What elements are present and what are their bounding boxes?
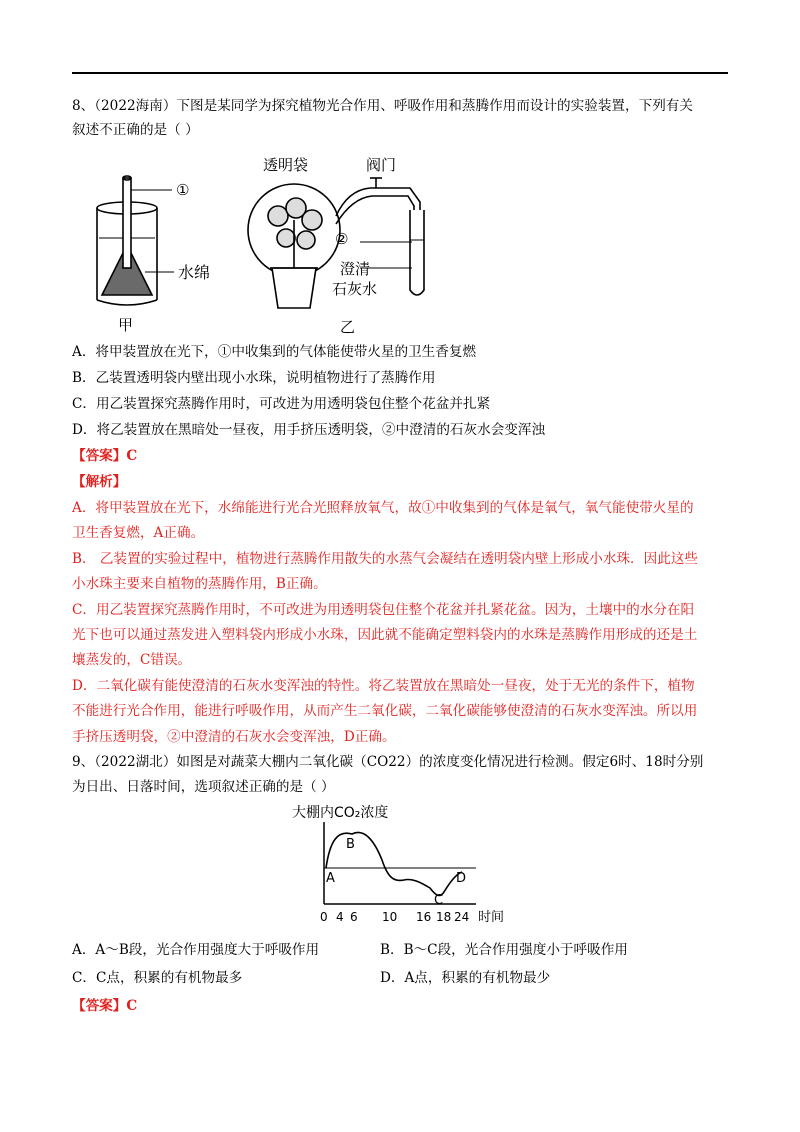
q8-option-b: B．乙装置透明袋内壁出现小水珠，说明植物进行了蒸腾作用 <box>72 370 436 386</box>
label-lime1: 澄清 <box>340 260 371 278</box>
label-valve: 阀门 <box>366 156 397 174</box>
label-lime2: 石灰水 <box>332 280 378 298</box>
q9-answer: 【答案】C <box>72 998 138 1014</box>
label-yi: 乙 <box>340 318 356 336</box>
q9-co2-chart <box>290 800 520 930</box>
label-jia: 甲 <box>118 316 134 334</box>
analysis-line: D．二氧化碳有能使澄清的石灰水变浑浊的特性。将乙装置放在黑暗处一昼夜，处于无光的条件下，植物 <box>72 678 695 694</box>
point-d-label: D <box>456 871 467 886</box>
analysis-line: 卫生香复燃，A正确。 <box>72 525 205 541</box>
q9-option-a: A．A～B段，光合作用强度大于呼吸作用 <box>72 942 320 958</box>
label-1: ① <box>176 181 190 199</box>
q9-option-c: C．C点，积累的有机物最多 <box>72 970 243 986</box>
q8-analysis-title: 【解析】 <box>72 474 127 490</box>
point-b-label: B <box>346 837 355 852</box>
q9-option-b: B．B～C段，光合作用强度小于呼吸作用 <box>380 942 628 958</box>
tick-24: 24 <box>454 910 470 924</box>
q9-option-d: D．A点，积累的有机物最少 <box>380 970 551 986</box>
analysis-line: 不能进行光合作用，能进行呼吸作用，从而产生二氧化碳，二氧化碳能够使澄清的石灰水变浑浊。所以用 <box>72 703 698 719</box>
q8-experiment-figure <box>90 150 450 340</box>
analysis-line: 手挤压透明袋，②中澄清的石灰水会变浑浊，D正确。 <box>72 729 396 745</box>
q8-stem-line1: 8、（2022海南）下图是某同学为探究植物光合作用、呼吸作用和蒸腾作用而设计的实验装置，下列有关 <box>72 98 693 114</box>
analysis-line: B． 乙装置的实验过程中，植物进行蒸腾作用散失的水蒸气会凝结在透明袋内壁上形成小水珠．因此这些 <box>72 551 699 567</box>
label-sponge: 水绵 <box>178 263 211 282</box>
analysis-line: 光下也可以通过蒸发进入塑料袋内形成小水珠，因此就不能确定塑料袋内的水珠是蒸腾作用形成的还是土 <box>72 627 698 643</box>
tick-10: 10 <box>382 910 398 924</box>
label-bag: 透明袋 <box>263 156 309 174</box>
q8-option-c: C．用乙装置探究蒸腾作用时，可改进为用透明袋包住整个花盆并扎紧 <box>72 396 491 412</box>
q8-stem-line2: 叙述不正确的是（ ） <box>72 122 199 138</box>
q8-option-d: D．将乙装置放在黑暗处一昼夜，用手挤压透明袋，②中澄清的石灰水会变浑浊 <box>72 422 546 438</box>
q8-option-a: A．将甲装置放在光下，①中收集到的气体能使带火星的卫生香复燃 <box>72 344 477 360</box>
tick-6: 6 <box>350 910 358 924</box>
apparatus-jia <box>97 176 174 305</box>
header-rule <box>72 72 728 74</box>
analysis-line: C．用乙装置探究蒸腾作用时，不可改进为用透明袋包住整个花盆并扎紧花盆。因为，土壤中的水分在阳 <box>72 602 695 618</box>
analysis-line: 壤蒸发的，C错误。 <box>72 652 192 668</box>
tick-16: 16 <box>416 910 432 924</box>
q9-stem-line2: 为日出、日落时间，选项叙述正确的是（ ） <box>72 779 335 795</box>
analysis-line: 小水珠主要来自植物的蒸腾作用，B正确。 <box>72 576 327 592</box>
q8-answer: 【答案】C <box>72 448 138 464</box>
q9-stem-line1: 9、（2022湖北）如图是对蔬菜大棚内二氧化碳（CO22）的浓度变化情况进行检测。假定6时、18时分别 <box>72 754 704 770</box>
tick-18: 18 <box>436 910 452 924</box>
analysis-line: A．将甲装置放在光下，水绵能进行光合光照释放氧气，故①中收集到的气体是氧气，氧气能使带火星的 <box>72 500 694 516</box>
chart-axes <box>324 822 476 904</box>
tick-0: 0 <box>320 910 328 924</box>
chart-xlabel: 时间 <box>478 910 505 925</box>
chart-ylabel: 大棚内CO₂浓度 <box>292 805 389 821</box>
point-c-label: C <box>434 893 444 908</box>
point-a-label: A <box>326 871 335 886</box>
tick-4: 4 <box>336 910 344 924</box>
label-2: ② <box>335 230 349 248</box>
